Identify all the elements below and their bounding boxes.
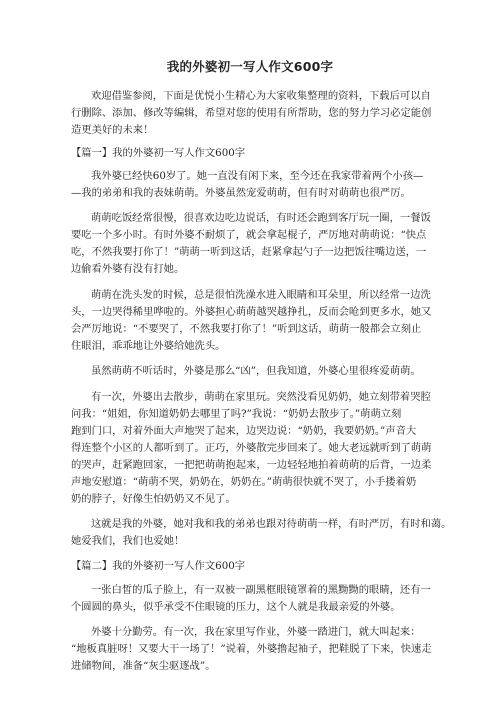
- paragraph-line: 边偷看外婆有没有打她。: [71, 263, 185, 275]
- paragraph-line: 虽然萌萌不听话时，外婆是那么“凶”，但我知道，外婆心里很疼爱萌萌。: [91, 365, 421, 377]
- paragraph-line: 得连整个小区的人都听到了。正巧，外婆散完步回来了。她大老远就听到了萌萌: [71, 442, 432, 454]
- paragraph-line: 萌萌吃饭经常很慢，很喜欢边吃边说话，有时还会跑到客厅玩一圈，一餐饭: [91, 212, 431, 224]
- section-heading-1: 【篇一】我的外婆初一写人作文600字: [71, 147, 246, 159]
- paragraph-line: 个圆圆的鼻头，似乎承受不住眼镜的压力，这个人就是我最亲爱的外婆。: [71, 601, 401, 613]
- paragraph-line: 问我：“姐姐，你知道奶奶去哪里了吗?”我说：“奶奶去散步了。”萌萌立刻: [71, 408, 402, 420]
- section-heading-2: 【篇二】我的外婆初一写人作文600字: [71, 560, 246, 572]
- paragraph-line: 声地安慰道：“萌萌不哭，奶奶在，奶奶在。”萌萌很快就不哭了，小手搂着奶: [71, 476, 417, 488]
- intro-line: 行删除、添加、修改等编辑，希望对您的使用有所帮助，您的努力学习必定能创: [71, 107, 432, 119]
- paragraph-line: 一张白皙的瓜子脸上，有一双被一副黑框眼镜罩着的黑黝黝的眼睛，还有一: [91, 584, 431, 596]
- paragraph-line: 会严厉地说：“不要哭了，不然我要打你了！”听到这话，萌萌一般都会立刻止: [71, 323, 422, 335]
- paragraph-line: 头，一边哭得稀里哗啦的。外婆担心萌萌越哭越挣扎，反而会呛到更多水，她又: [71, 306, 432, 318]
- paragraph-line: 要吃一个多小时。有时外婆不耐烦了，就会拿起棍子，严厉地对萌萌说：“快点: [71, 229, 427, 241]
- paragraph-line: 外婆十分勤劳。有一次，我在家里写作业，外婆一踏进门，就大叫起来：: [91, 626, 421, 638]
- paragraph-line: 的哭声，赶紧跑回家，一把把萌萌抱起来，一边轻轻地拍着萌萌的后背，一边柔: [71, 459, 432, 471]
- paragraph-line: 她爱我们，我们也爱她！: [71, 535, 185, 547]
- paragraph-line: 萌萌在洗头发的时候，总是很怕洗澡水进入眼睛和耳朵里，所以经常一边洗: [91, 289, 431, 301]
- paragraph-line: 跑到门口，对着外面大声地哭了起来，边哭边说：“奶奶，我要奶奶。”声音大: [71, 425, 417, 437]
- paragraph-line: —我的弟弟和我的表妹萌萌。外婆虽然宠爱萌萌，但有时对萌萌也很严厉。: [71, 187, 411, 199]
- paragraph-line: 我外婆已经快60岁了。她一直没有闲下来，至今还在我家带着两个小孩—: [91, 170, 424, 182]
- paragraph-line: 吃，不然我要打你了！”萌萌一听到这话，赶紧拿起勺子一边把饭往嘴边送，一: [71, 246, 427, 258]
- paragraph-line: “地板真脏呀！又要大干一场了！”说着，外婆撸起袖子，把鞋脱了下来，快速走: [71, 643, 432, 655]
- paragraph-line: 有一次，外婆出去散步，萌萌在家里玩。突然没看见奶奶，她立刻带着哭腔: [91, 391, 431, 403]
- paragraph-line: 奶的脖子，好像生怕奶奶又不见了。: [71, 493, 236, 505]
- paragraph-line: 进储物间，准备“灰尘驱逐战”。: [71, 660, 216, 672]
- paragraph-line: 住眼泪，乖乖地让外婆给她洗头。: [71, 340, 226, 352]
- paragraph-line: 这就是我的外婆，她对我和我的弟弟也跟对待萌萌一样，有时严厉，有时和蔼。: [91, 518, 452, 530]
- intro-line: 欢迎借鉴参阅，下面是优悦小生精心为大家收集整理的资料，下载后可以自: [91, 90, 431, 102]
- intro-line: 造更美好的未来！: [71, 124, 154, 136]
- document-title: 我的外婆初一写人作文600字: [166, 59, 334, 74]
